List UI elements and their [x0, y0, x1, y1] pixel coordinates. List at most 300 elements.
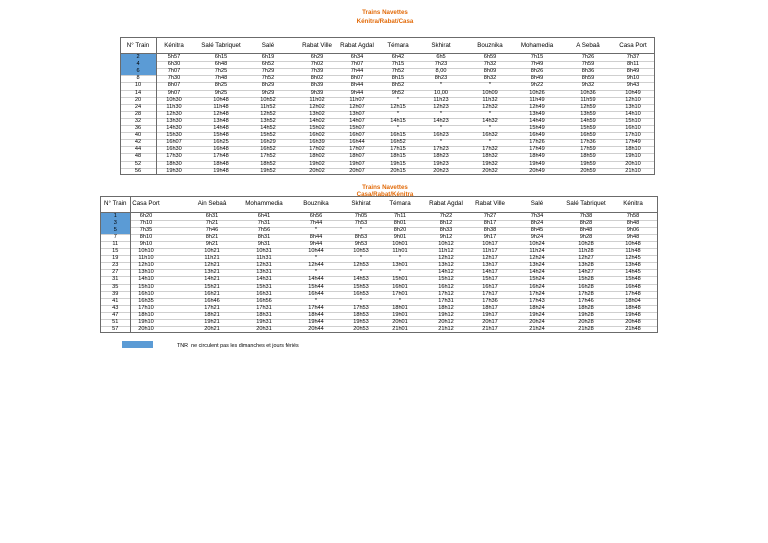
train-number-cell: 10 — [134, 82, 142, 89]
time-cell: 20h21 — [204, 326, 220, 333]
time-cell: 19h12 — [438, 311, 454, 318]
time-cell: 17h26 — [529, 139, 545, 146]
time-cell: 15h48 — [213, 132, 229, 139]
time-cell: 6h29 — [310, 54, 324, 60]
time-cell: * — [439, 110, 443, 117]
time-cell: 15h01 — [392, 276, 408, 283]
time-cell: 19h07 — [349, 160, 365, 167]
time-cell: 17h02 — [309, 146, 325, 153]
time-cell: 16h25 — [213, 139, 229, 146]
time-cell: 20h10 — [625, 160, 641, 167]
time-cell: 13h48 — [625, 262, 641, 269]
time-cell: 8h21 — [205, 233, 219, 240]
time-cell: 16h53 — [353, 290, 369, 297]
time-cell: 12h48 — [213, 110, 229, 117]
time-cell: 15h30 — [166, 132, 182, 139]
time-cell: 7h26 — [581, 54, 595, 60]
time-cell: 14h10 — [138, 276, 154, 283]
time-cell: 19h49 — [529, 160, 545, 167]
time-cell: 18h10 — [138, 311, 154, 318]
time-cell: 9h12 — [439, 233, 453, 240]
column-header: Témara — [387, 42, 409, 49]
train-number-cell: 19 — [112, 255, 119, 262]
table-row — [120, 75, 655, 82]
time-cell: 12h10 — [625, 96, 641, 103]
time-cell: 11h30 — [166, 103, 182, 110]
time-cell: 8h44 — [350, 82, 364, 89]
column-header: Salé Tabriquet — [566, 200, 606, 207]
time-cell: 21h01 — [392, 326, 408, 333]
time-cell: 21h17 — [482, 326, 498, 333]
time-cell: 15h24 — [529, 276, 545, 283]
train-number-cell: 35 — [112, 283, 119, 290]
time-cell: 7h52 — [261, 75, 275, 82]
train-number-cell: 52 — [134, 160, 142, 167]
time-cell: 6h31 — [205, 212, 219, 219]
time-cell: 16h35 — [138, 297, 154, 304]
time-cell: 9h17 — [483, 233, 497, 240]
time-cell: 11h01 — [392, 248, 408, 254]
time-cell: 8h31 — [257, 233, 271, 240]
time-cell: 16h44 — [349, 139, 365, 146]
time-cell: 18h01 — [392, 304, 408, 311]
time-cell: 14h52 — [260, 125, 276, 131]
time-cell: 8h59 — [581, 75, 595, 82]
table-row — [120, 168, 655, 175]
table-row — [100, 262, 658, 269]
time-cell: 13h30 — [166, 117, 182, 124]
time-cell: 13h01 — [392, 262, 408, 269]
time-cell: 12h21 — [204, 262, 220, 269]
time-cell: 7h39 — [310, 68, 324, 75]
time-cell: 17h48 — [625, 290, 641, 297]
time-cell: 8h28 — [579, 219, 593, 226]
time-cell: 20h44 — [308, 326, 324, 333]
time-cell: 8h32 — [483, 75, 497, 82]
time-cell: 14h17 — [482, 269, 498, 276]
time-cell: 7h44 — [309, 219, 323, 226]
time-cell: * — [398, 269, 402, 276]
time-cell: 17h52 — [260, 153, 276, 160]
time-cell: 11h32 — [482, 96, 498, 103]
time-cell: 9h39 — [310, 89, 324, 96]
time-cell: 7h21 — [205, 219, 219, 226]
time-cell: 7h49 — [530, 61, 544, 68]
time-cell: 13h10 — [625, 103, 641, 110]
train-number-cell: 27 — [112, 269, 119, 276]
time-cell: 8h48 — [626, 219, 640, 226]
time-cell: 7h34 — [530, 212, 544, 219]
time-cell: 6h15 — [214, 54, 228, 60]
time-cell: 7h07 — [350, 61, 364, 68]
time-cell: 21h28 — [578, 326, 594, 333]
time-cell: 16h23 — [433, 132, 449, 139]
time-cell: 12h23 — [433, 103, 449, 110]
table-row — [120, 104, 655, 111]
column-header: Rabat Ville — [475, 200, 505, 207]
train-number-cell: 28 — [134, 110, 142, 117]
inbound-subtitle: Casa/Rabat/Kénitra — [356, 190, 414, 198]
time-cell: 10h28 — [578, 240, 594, 247]
time-cell: 13h31 — [256, 269, 272, 276]
time-cell: 17h17 — [482, 290, 498, 297]
time-cell: 16h07 — [166, 139, 182, 146]
time-cell: 15h31 — [256, 283, 272, 290]
time-cell: 7h31 — [257, 219, 271, 226]
time-cell: 7h38 — [579, 212, 593, 219]
time-cell: 9h32 — [581, 82, 595, 89]
time-cell: 19h21 — [204, 319, 220, 325]
time-cell: 9h10 — [139, 240, 153, 247]
time-cell: 17h23 — [433, 146, 449, 153]
time-cell: * — [488, 82, 492, 89]
inbound-timetable — [100, 196, 658, 333]
time-cell: 8h48 — [579, 226, 593, 233]
time-cell: 21h24 — [529, 326, 545, 333]
time-cell: 10h52 — [260, 96, 276, 103]
time-cell: 15h07 — [349, 125, 365, 131]
time-cell: 11h10 — [138, 255, 154, 262]
time-cell: 16h31 — [256, 290, 272, 297]
time-cell: 20h32 — [482, 167, 498, 174]
time-cell: 17h24 — [529, 290, 545, 297]
time-cell: 17h21 — [204, 304, 220, 311]
time-cell: 16h46 — [204, 297, 220, 304]
time-cell: * — [314, 255, 318, 262]
table-row — [120, 161, 655, 168]
train-number-header: N° Train — [104, 200, 127, 207]
inbound-title: Trains Navettes — [362, 183, 408, 191]
time-cell: 6h42 — [391, 54, 405, 60]
time-cell: 15h49 — [529, 125, 545, 131]
time-cell: 14h15 — [390, 117, 406, 124]
time-cell: 17h10 — [138, 304, 154, 311]
column-header: Bouznika — [477, 42, 503, 49]
time-cell: * — [439, 139, 443, 146]
train-number-cell: 4 — [120, 61, 156, 68]
time-cell: 13h52 — [260, 117, 276, 124]
column-header: Skhirat — [431, 42, 451, 49]
time-cell: 12h44 — [308, 262, 324, 269]
time-cell: 19h48 — [625, 311, 641, 318]
time-cell: 17h31 — [256, 304, 272, 311]
time-cell: 20h12 — [438, 319, 454, 325]
time-cell: 20h49 — [529, 167, 545, 174]
time-cell: 8h44 — [309, 233, 323, 240]
time-cell: 9h44 — [309, 240, 323, 247]
time-cell: 16h01 — [392, 283, 408, 290]
time-cell: 13h59 — [580, 110, 596, 117]
time-cell: 16h48 — [625, 283, 641, 290]
time-cell: 17h15 — [390, 146, 406, 153]
table-row — [100, 234, 658, 241]
time-cell: 16h10 — [625, 125, 641, 131]
table-row — [120, 111, 655, 118]
time-cell: 16h28 — [578, 283, 594, 290]
time-cell: * — [396, 110, 400, 117]
time-cell: 12h10 — [138, 262, 154, 269]
train-number-cell: 31 — [112, 276, 119, 283]
time-cell: 6h34 — [350, 54, 364, 60]
time-cell: 10h01 — [392, 240, 408, 247]
time-cell: 12h07 — [349, 103, 365, 110]
time-cell: 8h07 — [350, 75, 364, 82]
time-cell: 7h22 — [439, 212, 453, 219]
time-cell: 12h17 — [482, 255, 498, 262]
time-cell: 18h24 — [529, 304, 545, 311]
time-cell: 10h31 — [256, 248, 272, 254]
time-cell: 9h29 — [261, 89, 275, 96]
time-cell: 12h12 — [438, 255, 454, 262]
time-cell: 9h25 — [214, 89, 228, 96]
time-cell: 9h01 — [393, 233, 407, 240]
time-cell: 11h28 — [578, 248, 594, 254]
time-cell: 7h46 — [205, 226, 219, 233]
column-header: Bouznika — [303, 200, 329, 207]
column-header: A Sebaâ — [576, 42, 600, 49]
table-header-row — [100, 196, 658, 213]
time-cell: 7h53 — [354, 219, 368, 226]
time-cell: * — [314, 269, 318, 276]
time-cell: 19h44 — [308, 319, 324, 325]
time-cell: 18h07 — [349, 153, 365, 160]
time-cell: 7h15 — [530, 54, 544, 60]
time-cell: 12h02 — [309, 103, 325, 110]
column-header: Mohamedia — [520, 42, 554, 49]
time-cell: 13h07 — [349, 110, 365, 117]
time-cell: 19h24 — [529, 311, 545, 318]
time-cell: 12h59 — [580, 103, 596, 110]
time-cell: 19h32 — [482, 160, 498, 167]
time-cell: 10h09 — [482, 89, 498, 96]
time-cell: 11h17 — [482, 248, 498, 254]
train-number-cell: 11 — [112, 240, 119, 247]
time-cell: 7h05 — [354, 212, 368, 219]
time-cell: 9h24 — [530, 233, 544, 240]
train-number-cell: 56 — [134, 167, 142, 174]
time-cell: 18h48 — [213, 160, 229, 167]
time-cell: 7h58 — [626, 212, 640, 219]
table-header-row — [120, 37, 655, 54]
time-cell: 13h48 — [213, 117, 229, 124]
table-row — [100, 319, 658, 326]
time-cell: 16h32 — [482, 132, 498, 139]
time-cell: 15h10 — [625, 117, 641, 124]
time-cell: 8h25 — [214, 82, 228, 89]
time-cell: 7h32 — [483, 61, 497, 68]
time-cell: * — [359, 269, 363, 276]
time-cell: 7h48 — [214, 75, 228, 82]
column-header: Salé — [530, 200, 544, 207]
time-cell: * — [359, 297, 363, 304]
column-header: Kénitra — [623, 200, 643, 207]
time-cell: 14h32 — [482, 117, 498, 124]
table-row — [120, 54, 655, 61]
time-cell: 10,00 — [434, 89, 448, 96]
time-cell: 17h31 — [438, 297, 454, 304]
time-cell: 20h24 — [529, 319, 545, 325]
time-cell: 15h10 — [138, 283, 154, 290]
column-header: Rabat Ville — [302, 42, 332, 49]
time-cell: 17h30 — [166, 153, 182, 160]
table-row — [120, 132, 655, 139]
time-cell: 16h17 — [482, 283, 498, 290]
time-cell: 7h56 — [257, 226, 271, 233]
time-cell: 15h28 — [578, 276, 594, 283]
time-cell: 20h07 — [349, 167, 365, 174]
time-cell: 13h21 — [204, 269, 220, 276]
time-cell: 11h48 — [213, 103, 229, 110]
time-cell: 17h10 — [625, 132, 641, 139]
time-cell: 9h22 — [530, 82, 544, 89]
time-cell: 10h10 — [138, 248, 154, 254]
column-header: Salé Tabriquet — [201, 42, 241, 49]
time-cell: 15h12 — [438, 276, 454, 283]
time-cell: 18h49 — [529, 153, 545, 160]
time-cell: 20h17 — [482, 319, 498, 325]
time-cell: 18h52 — [260, 160, 276, 167]
time-cell: 17h07 — [349, 146, 365, 153]
time-cell: 21h48 — [625, 326, 641, 333]
time-cell: 17h36 — [482, 297, 498, 304]
time-cell: 18h53 — [353, 311, 369, 318]
time-cell: 15h02 — [309, 125, 325, 131]
column-header: Casa Port — [619, 42, 647, 49]
time-cell: 19h53 — [353, 319, 369, 325]
time-cell: 8,00 — [435, 68, 447, 75]
time-cell: 8h49 — [626, 68, 640, 75]
time-cell: * — [488, 110, 492, 117]
time-cell: 6h5 — [436, 54, 446, 60]
time-cell: 7h37 — [626, 54, 640, 60]
train-number-cell: 48 — [134, 153, 142, 160]
time-cell: 11h07 — [349, 96, 365, 103]
time-cell: 8h12 — [439, 219, 453, 226]
time-cell: 16h24 — [529, 283, 545, 290]
time-cell: 16h48 — [213, 146, 229, 153]
time-cell: 18h02 — [309, 153, 325, 160]
time-cell: 7h02 — [310, 61, 324, 68]
time-cell: 19h59 — [580, 160, 596, 167]
time-cell: 8h02 — [310, 75, 324, 82]
time-cell: 15h48 — [625, 276, 641, 283]
table-row — [120, 139, 655, 146]
table-row — [100, 255, 658, 262]
time-cell: 14h07 — [349, 117, 365, 124]
time-cell: 20h48 — [625, 319, 641, 325]
time-cell: 18h23 — [433, 153, 449, 160]
table-row — [100, 326, 658, 333]
time-cell: 18h17 — [482, 304, 498, 311]
column-divider — [156, 37, 157, 175]
time-cell: 16h02 — [309, 132, 325, 139]
time-cell: 16h07 — [349, 132, 365, 139]
time-cell: 10h21 — [204, 248, 220, 254]
time-cell: 18h31 — [256, 311, 272, 318]
table-row — [100, 227, 658, 234]
time-cell: 7h25 — [214, 68, 228, 75]
train-number-cell: 7 — [113, 233, 117, 240]
time-cell: 14h24 — [529, 269, 545, 276]
time-cell: 18h30 — [166, 160, 182, 167]
time-cell: 11h52 — [260, 103, 276, 110]
train-number-cell: 20 — [134, 96, 142, 103]
train-number-cell: 47 — [112, 311, 119, 318]
time-cell: 8h38 — [483, 226, 497, 233]
train-number-header: N° Train — [126, 42, 150, 49]
time-cell: 6h20 — [139, 212, 153, 219]
time-cell: 9h44 — [350, 89, 364, 96]
time-cell: 20h31 — [256, 326, 272, 333]
train-number-cell: 6 — [120, 68, 156, 75]
time-cell: 7h23 — [434, 61, 448, 68]
time-cell: 14h44 — [308, 276, 324, 283]
time-cell: 14h12 — [438, 269, 454, 276]
time-cell: 16h39 — [309, 139, 325, 146]
train-number-cell: 57 — [112, 326, 119, 333]
time-cell: 7h44 — [350, 68, 364, 75]
time-cell: 8h20 — [393, 226, 407, 233]
train-number-cell: 1 — [100, 213, 131, 220]
train-number-cell: 23 — [112, 262, 119, 269]
time-cell: 11h31 — [256, 255, 272, 262]
time-cell: 9h53 — [354, 240, 368, 247]
time-cell: 15h59 — [580, 125, 596, 131]
table-row — [120, 61, 655, 68]
time-cell: 18h21 — [204, 311, 220, 318]
time-cell: 12h52 — [260, 110, 276, 117]
time-cell: 12h49 — [529, 103, 545, 110]
train-number-cell: 8 — [136, 75, 140, 82]
time-cell: 17h12 — [438, 290, 454, 297]
time-cell: 7h07 — [167, 68, 181, 75]
time-cell: 10h44 — [308, 248, 324, 254]
time-cell: 19h31 — [256, 319, 272, 325]
train-number-cell: 14 — [134, 89, 142, 96]
time-cell: 20h15 — [390, 167, 406, 174]
time-cell: 21h12 — [438, 326, 454, 333]
time-cell: 9h31 — [257, 240, 271, 247]
time-cell: 20h28 — [578, 319, 594, 325]
train-number-cell: 36 — [134, 125, 142, 131]
time-cell: 9h52 — [391, 89, 405, 96]
time-cell: 17h43 — [529, 297, 545, 304]
column-header: Rabat Agdal — [340, 42, 374, 49]
time-cell: 21h10 — [625, 167, 641, 174]
table-row — [100, 213, 658, 220]
time-cell: 15h21 — [204, 283, 220, 290]
time-cell: 14h27 — [578, 269, 594, 276]
table-row — [100, 312, 658, 319]
time-cell: 8h45 — [530, 226, 544, 233]
time-cell: 14h53 — [353, 276, 369, 283]
time-cell: 14h31 — [256, 276, 272, 283]
time-cell: 15h52 — [260, 132, 276, 139]
time-cell: 18h15 — [390, 153, 406, 160]
time-cell: 13h17 — [482, 262, 498, 269]
time-cell: 17h36 — [580, 139, 596, 146]
time-cell: 11h49 — [529, 96, 545, 103]
train-number-cell: 2 — [120, 54, 156, 61]
time-cell: 17h49 — [529, 146, 545, 153]
time-cell: * — [398, 255, 402, 262]
time-cell: * — [439, 82, 443, 89]
time-cell: 8h15 — [391, 75, 405, 82]
time-cell: 19h23 — [433, 160, 449, 167]
time-cell: 14h23 — [433, 117, 449, 124]
time-cell: 10h17 — [482, 240, 498, 247]
time-cell: 18h10 — [625, 146, 641, 153]
